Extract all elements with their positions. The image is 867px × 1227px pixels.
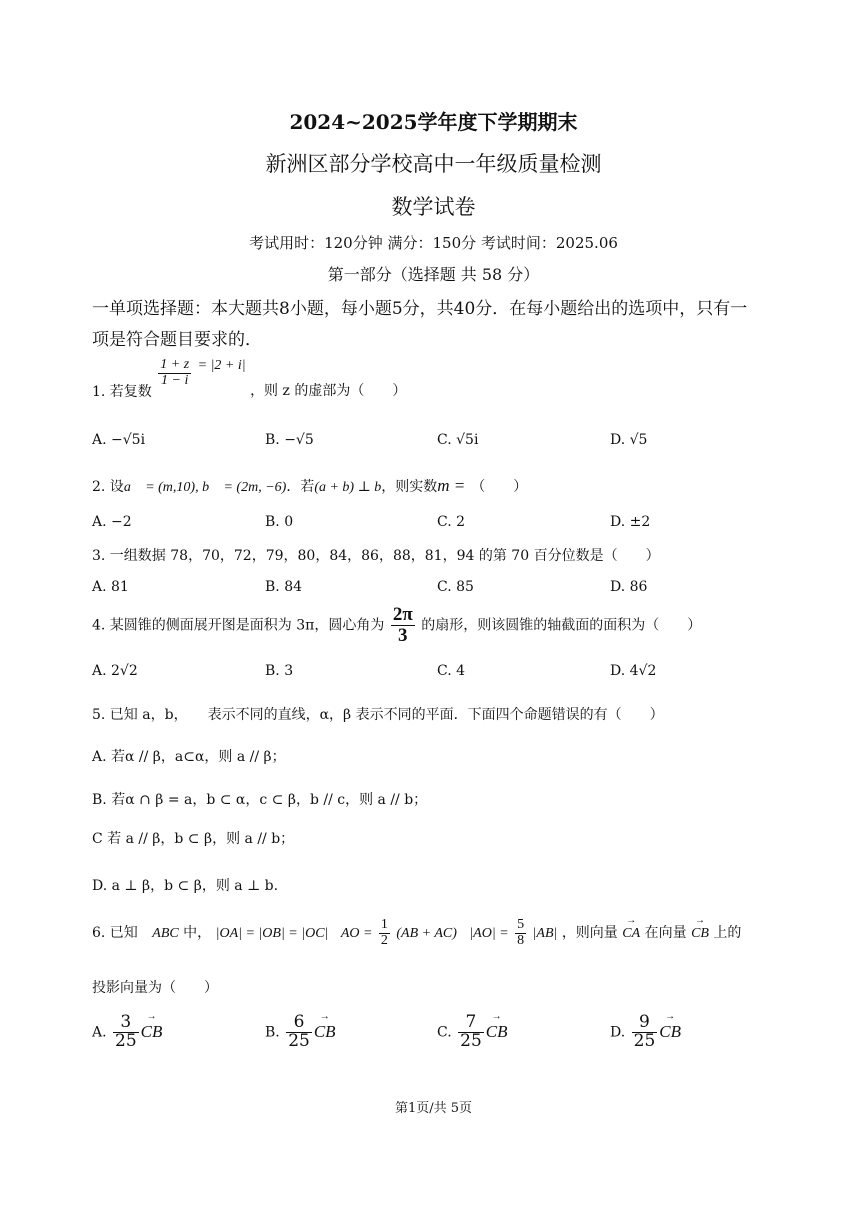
q6-vec-ca: → CA <box>622 926 640 942</box>
q6-cond-1: |OA| = |OB| = |OC| <box>215 926 329 942</box>
page-number: 第1页/共 5页 <box>394 1101 473 1116</box>
q6-option-b-den: 25 <box>288 1030 310 1051</box>
q6-option-c-vec: → CB <box>486 1022 508 1042</box>
q6-ratio-num: 5 <box>517 917 525 932</box>
q1-option-d[interactable]: D. √5 <box>610 432 648 448</box>
q6-cond-3-rhs: |AB| <box>532 926 558 942</box>
q6-option-a[interactable] <box>92 1014 162 1051</box>
q5-option-a[interactable]: A. 若α // β，a⊂α，则 a // β； <box>92 749 286 765</box>
q6-option-d-label: D. <box>610 1024 626 1041</box>
q2-option-b[interactable]: B. 0 <box>265 514 294 530</box>
q2-option-a[interactable]: A. −2 <box>92 514 132 530</box>
exam-subtitle: 新洲区部分学校高中一年级质量检测 <box>265 152 602 176</box>
q6-half-den: 2 <box>380 932 388 948</box>
q6-option-b-vec: → CB <box>314 1022 336 1042</box>
q6-option-c[interactable] <box>437 1014 508 1051</box>
q6-option-c-frac <box>458 1014 484 1051</box>
instructions-line-2: 项是符合题目要求的． <box>92 330 262 350</box>
q2-option-d[interactable]: D. ±2 <box>610 514 651 530</box>
q6-option-d-den: 25 <box>633 1030 656 1051</box>
q3-option-c[interactable]: C. 85 <box>437 579 474 595</box>
q6-triangle: ABC <box>152 926 179 942</box>
q4-fraction <box>391 605 415 646</box>
q1-prefix: 1. 若复数 <box>92 384 157 401</box>
q4-option-d[interactable]: D. 4√2 <box>610 663 657 679</box>
q4-frac-den: 3 <box>398 624 408 646</box>
q6-option-d-vec: → CB <box>659 1022 681 1042</box>
q6-text-e: 上的 <box>713 925 742 942</box>
q2-expr: a⃗ = (m,10), b⃗ = (2m, −6) <box>123 480 287 495</box>
q2-text-a: 2. 设 <box>92 479 124 495</box>
q6-option-d[interactable] <box>610 1014 681 1051</box>
q1-frac-den: 1 − i <box>161 372 189 388</box>
q5-option-c[interactable]: C 若 a // β，b ⊂ β，则 a // b； <box>92 831 295 847</box>
q6-half-num: 1 <box>380 917 388 932</box>
q5-option-d[interactable]: D. a ⊥ β，b ⊂ β，则 a ⊥ b. <box>92 878 279 894</box>
q5-text-b: 表示不同的直线，α，β 表示不同的平面．下面四个命题错误的有（ ） <box>207 707 664 723</box>
q6-option-d-num: 9 <box>632 1014 658 1033</box>
q6-option-a-den: 25 <box>115 1030 137 1051</box>
q4-text-a: 4. 某圆锥的侧面展开图是面积为 3π，圆心角为 <box>92 617 385 634</box>
q2-text-b: ．若 <box>286 479 315 495</box>
q5-option-b[interactable]: B. 若α ∩ β = a，b ⊂ α，c ⊂ β，b // c，则 a // b； <box>92 792 428 808</box>
q3-option-b[interactable]: B. 84 <box>265 579 303 595</box>
q6-text-d: 在向量 <box>644 925 687 942</box>
q5-text-a: 5. 已知 a，b， <box>92 707 188 723</box>
instructions-line-1: 一单项选择题：本大题共8小题，每小题5分，共40分．在每小题给出的选项中，只有一 <box>92 299 748 319</box>
q6-ratio <box>515 918 526 948</box>
q6-option-a-vec: → CB <box>141 1022 163 1042</box>
question-2 <box>92 476 527 496</box>
q6-option-b-label: B. <box>265 1024 280 1041</box>
q4-option-b[interactable]: B. 3 <box>265 663 294 679</box>
q6-option-c-label: C. <box>437 1024 452 1041</box>
q6-text-a: 6. 已知 <box>92 925 138 942</box>
q6-cond-2-lhs: AO = <box>340 926 373 942</box>
q1-eq: = |2 + i| <box>197 358 246 374</box>
q3-option-d[interactable]: D. 86 <box>610 579 648 595</box>
q2-var: m = <box>437 476 466 495</box>
question-6 <box>92 918 741 948</box>
q6-ratio-den: 8 <box>517 932 525 948</box>
question-1 <box>92 357 407 401</box>
q1-option-a[interactable]: A. −√5i <box>92 432 146 448</box>
q1-suffix: ，则 z 的虚部为（ ） <box>250 383 407 400</box>
part-heading: 第一部分（选择题 共 58 分） <box>327 265 540 284</box>
q6-cond-3-lhs: |AO| = <box>469 926 509 942</box>
question-6-line-2: 投影向量为（ ） <box>92 980 218 996</box>
question-4 <box>92 605 701 646</box>
q2-cond: (a + b) ⊥ b <box>314 480 382 495</box>
q2-paren: （ ） <box>471 479 528 495</box>
q6-option-c-den: 25 <box>460 1030 482 1051</box>
q1-option-b[interactable]: B. −√5 <box>265 432 314 448</box>
exam-meta: 考试用时：120分钟 满分：150分 考试时间：2025.06 <box>249 234 618 252</box>
q6-vec-cb: → CB <box>691 926 709 942</box>
q6-option-b-frac <box>286 1014 312 1051</box>
q3-option-a[interactable]: A. 81 <box>92 579 129 595</box>
q4-option-c[interactable]: C. 4 <box>437 663 466 679</box>
q6-text-c: ，则向量 <box>561 925 618 942</box>
q6-option-b[interactable] <box>265 1014 336 1051</box>
q6-option-a-num: 3 <box>113 1014 139 1033</box>
q6-option-c-num: 7 <box>458 1014 484 1033</box>
q6-option-b-num: 6 <box>286 1014 312 1033</box>
q6-half <box>379 918 390 948</box>
q6-option-a-frac <box>113 1014 139 1051</box>
q6-option-d-frac <box>632 1014 658 1051</box>
q4-option-a[interactable]: A. 2√2 <box>92 663 138 679</box>
q2-text-c: ，则实数 <box>381 479 438 495</box>
q2-option-c[interactable]: C. 2 <box>437 514 466 530</box>
q6-text-b: 中， <box>183 925 212 942</box>
q6-cond-2-rhs: (AB + AC) <box>396 926 457 942</box>
q4-text-b: 的扇形，则该圆锥的轴截面的面积为（ ） <box>421 617 702 634</box>
question-3: 3. 一组数据 78，70，72，79，80，84，86，88，81，94 的第 70 百分位数是（ ） <box>92 548 660 564</box>
exam-subject: 数学试卷 <box>391 195 476 219</box>
question-5 <box>92 704 664 724</box>
exam-title: 2024~2025学年度下学期期末 <box>289 110 578 134</box>
q1-fraction <box>158 358 191 388</box>
q4-frac-num: 2π <box>392 604 413 625</box>
q1-frac-num: 1 + z <box>160 357 190 372</box>
q1-option-c[interactable]: C. √5i <box>437 432 479 448</box>
q6-option-a-label: A. <box>92 1024 107 1041</box>
